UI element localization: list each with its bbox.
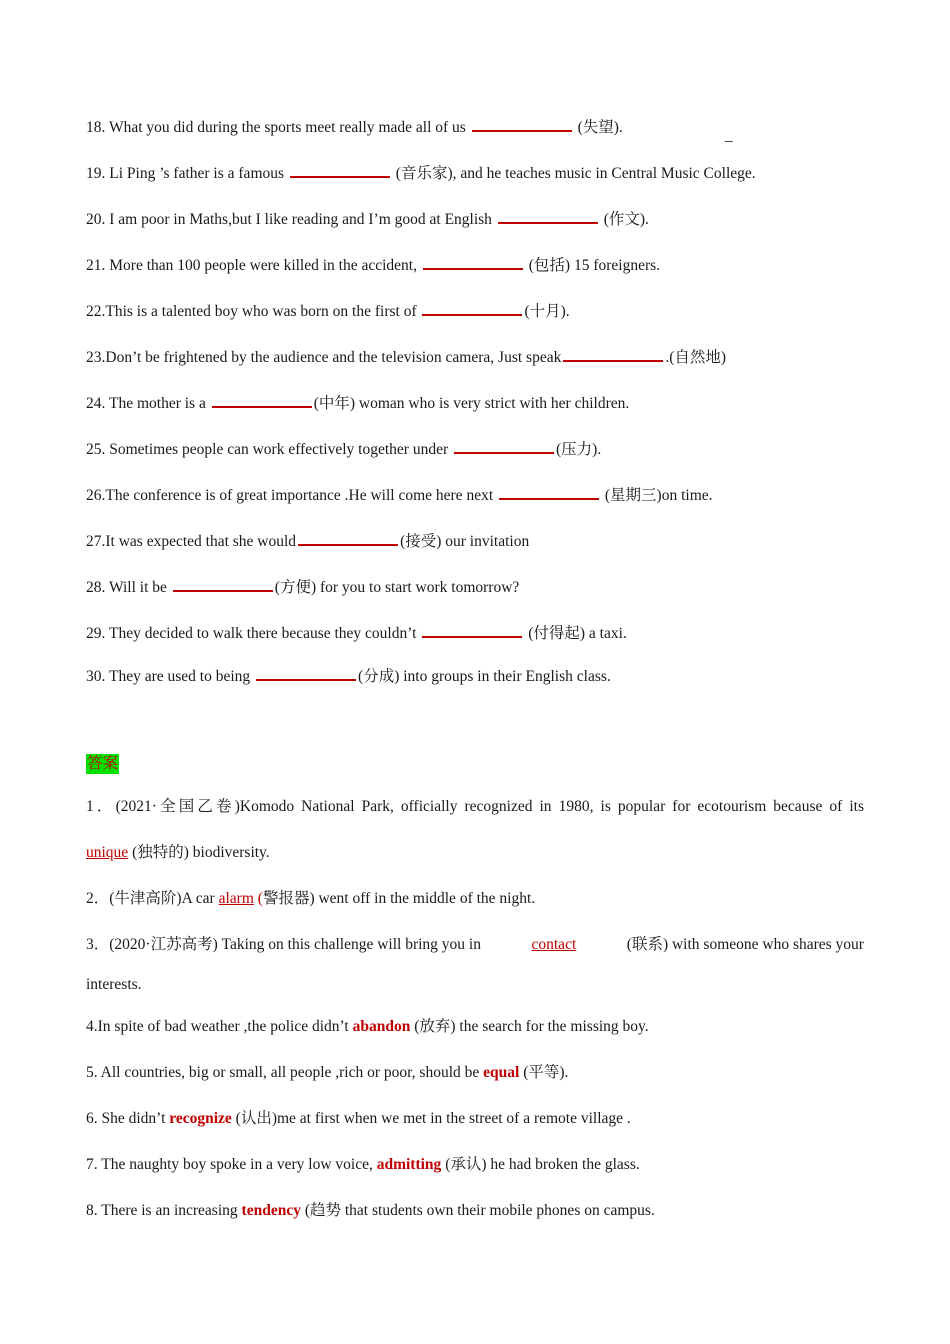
question-number: 25.	[86, 441, 106, 458]
answer-blank[interactable]	[256, 666, 356, 681]
question-number: 22.	[86, 303, 106, 320]
question-number: 20.	[86, 211, 106, 228]
question-text-tail: on time.	[661, 487, 713, 504]
answer-rest: (联系) with someone who shares your	[626, 936, 864, 953]
question-hint: (接受)	[400, 533, 442, 550]
question-text: This is a talented boy who was born on the first of	[105, 303, 417, 320]
question-hint: (分成)	[358, 668, 400, 685]
question-number: 19.	[86, 165, 106, 182]
answer-pre: 4.In spite of bad weather ,the police didn’t	[86, 1018, 349, 1035]
answer-blank[interactable]	[454, 439, 554, 454]
answer-rest: (放弃) the search for the missing boy.	[414, 1018, 649, 1035]
answer-7	[86, 1155, 640, 1175]
answer-word: equal	[483, 1064, 520, 1081]
question-hint: (压力).	[556, 441, 602, 458]
answer-blank[interactable]	[212, 393, 312, 408]
question-text: It was expected that she would	[105, 533, 297, 550]
answer-blank[interactable]	[472, 117, 572, 132]
question-text: What you did during the sports meet really made all of us	[108, 119, 466, 136]
question-24	[86, 393, 629, 414]
answer-blank[interactable]	[422, 301, 522, 316]
question-number: 23.	[86, 349, 106, 366]
answer-rest: 警报器) went off in the middle of the night.	[262, 890, 536, 907]
question-26	[86, 485, 713, 506]
answer-word: tendency	[241, 1202, 301, 1219]
answer-3-line1	[86, 935, 864, 955]
answer-word: abandon	[352, 1018, 411, 1035]
answer-rest: (平等).	[523, 1064, 569, 1081]
question-text-tail: for you to start work tomorrow?	[319, 579, 520, 596]
answer-pre: 8. There is an increasing	[86, 1202, 238, 1219]
question-number: 26.	[86, 487, 106, 504]
question-hint: (音乐家),	[395, 165, 457, 182]
answers-label: 答案	[87, 755, 119, 772]
question-text: The mother is a	[108, 395, 206, 412]
answer-rest: (认出)me at first when we met in the street of a remote village .	[235, 1110, 631, 1127]
question-text: I am poor in Maths,but I like reading and I’m good at English	[109, 211, 492, 228]
question-number: 18.	[86, 119, 106, 136]
answer-pre: 2．(牛津高阶)A car	[86, 890, 215, 907]
answer-3-line2: interests.	[86, 976, 142, 993]
answer-blank[interactable]	[499, 485, 599, 500]
answer-5	[86, 1063, 568, 1083]
question-text: Li Ping ’s father is a famous	[109, 165, 285, 182]
question-number: 27.	[86, 533, 106, 550]
question-hint: (十月).	[524, 303, 570, 320]
answer-word: contact	[531, 936, 577, 953]
stray-underscore: _	[725, 127, 733, 144]
answer-pre: 5. All countries, big or small, all people ,rich or poor, should be	[86, 1064, 480, 1081]
answer-paren: (	[257, 890, 263, 907]
question-text-tail: a taxi.	[588, 625, 627, 642]
question-29	[86, 623, 627, 644]
question-number: 28.	[86, 579, 106, 596]
answer-pre: 7. The naughty boy spoke in a very low voice,	[86, 1156, 373, 1173]
answer-word: alarm	[218, 890, 254, 907]
answer-blank[interactable]	[563, 347, 663, 362]
answer-blank[interactable]	[173, 577, 273, 592]
question-text: Will it be	[108, 579, 167, 596]
answer-blank[interactable]	[423, 255, 523, 270]
answer-blank[interactable]	[290, 163, 390, 178]
question-hint: .(自然地)	[665, 349, 727, 366]
question-hint: (包括)	[528, 257, 571, 274]
question-text: The conference is of great importance .He will come here next	[105, 487, 494, 504]
answer-rest: (趋势 that students own their mobile phones on campus.	[304, 1202, 655, 1219]
answer-blank[interactable]	[298, 531, 398, 546]
question-number: 21.	[86, 257, 106, 274]
answer-6	[86, 1109, 631, 1129]
question-number: 24.	[86, 395, 106, 412]
question-text-tail: our invitation	[445, 533, 530, 550]
answer-word: recognize	[169, 1110, 232, 1127]
answer-8	[86, 1201, 655, 1221]
question-hint: (失望).	[577, 119, 623, 136]
question-18	[86, 117, 623, 138]
question-hint: (作文).	[603, 211, 649, 228]
question-number: 29.	[86, 625, 106, 642]
question-hint: (方便)	[274, 579, 317, 596]
answer-4	[86, 1017, 649, 1037]
question-23	[86, 347, 726, 368]
question-30	[86, 666, 611, 687]
question-25	[86, 439, 601, 460]
answer-blank[interactable]	[422, 623, 522, 638]
question-27	[86, 531, 529, 552]
answer-rest: (承认) he had broken the glass.	[445, 1156, 640, 1173]
answer-1-line2	[86, 843, 270, 863]
question-20	[86, 209, 649, 230]
answer-pre: 3．(2020·江苏高考) Taking on this challenge will bring you in	[86, 936, 481, 953]
question-text: Don’t be frightened by the audience and the television camera, Just speak	[105, 349, 562, 366]
question-19	[86, 163, 756, 184]
question-text-tail: into groups in their English class.	[403, 668, 611, 685]
question-text-tail: and he teaches music in Central Music College.	[460, 165, 756, 182]
answer-rest: (独特的) biodiversity.	[132, 844, 270, 861]
question-hint: (中年)	[313, 395, 356, 412]
answer-word: admitting	[376, 1156, 442, 1173]
question-text-tail: woman who is very strict with her children.	[358, 395, 630, 412]
answer-word: unique	[86, 844, 129, 861]
answer-2	[86, 889, 535, 909]
question-text: They decided to walk there because they couldn’t	[108, 625, 417, 642]
question-28	[86, 577, 519, 598]
answer-pre: 6. She didn’t	[86, 1110, 166, 1127]
question-22	[86, 301, 570, 322]
question-number: 30.	[86, 668, 106, 685]
question-hint: (付得起)	[528, 625, 586, 642]
question-text: More than 100 people were killed in the accident,	[109, 257, 417, 274]
question-text: They are used to being	[108, 668, 251, 685]
question-text: Sometimes people can work effectively together under	[109, 441, 449, 458]
question-text-tail: 15 foreigners.	[573, 257, 661, 274]
question-hint: (星期三)	[604, 487, 662, 504]
question-21	[86, 255, 660, 276]
answer-blank[interactable]	[498, 209, 598, 224]
answer-1-line1: 1．(2021·全国乙卷)Komodo National Park, officially recognized in 1980, is popular for ecotourism because of its	[86, 798, 864, 815]
